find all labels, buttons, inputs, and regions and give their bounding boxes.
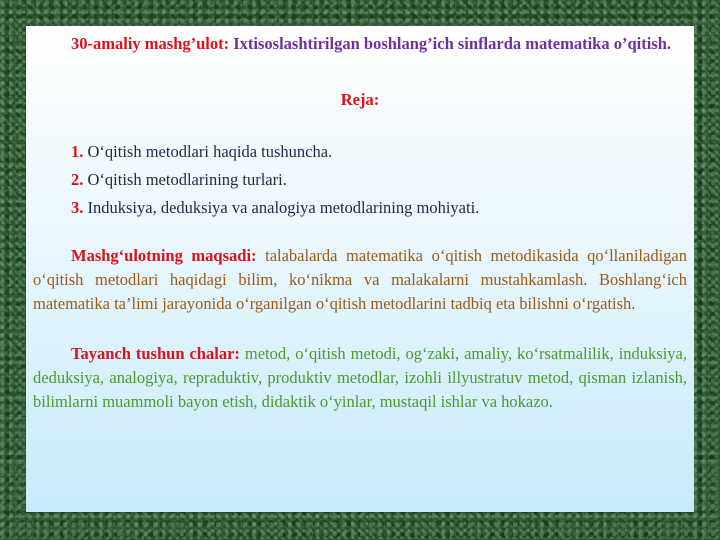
lesson-topic: Ixtisoslashtirilgan boshlang’ich sinflarda matematika o’qitish. <box>233 34 672 53</box>
concepts-paragraph <box>33 342 687 414</box>
concepts-label: Tayanch tushun chalar: <box>71 344 240 363</box>
plan-item: 2. O‘qitish metodlarining turlari. <box>71 170 287 189</box>
goal-label: Mashg‘ulotning maqsadi: <box>71 246 257 265</box>
content-panel <box>26 26 694 512</box>
plan-heading: Reja: <box>340 90 380 109</box>
goal-text: talabalarda matematika o‘qitish metodikasida qo‘llaniladigan o‘qitish metodlari haqidagi bilim, ko‘nikma va malakalarni mustahkamlash. Boshlang‘ich matematika ta’limi jarayonida o‘rganilgan o‘qitish metodlarini tadbiq eta bilishni o‘rgatish. <box>33 246 687 313</box>
lesson-number-label: 30-amaliy mashg’ulot: <box>71 34 230 53</box>
goal-paragraph <box>33 244 687 316</box>
plan-item: 1. O‘qitish metodlari haqida tushuncha. <box>71 142 333 161</box>
lesson-title <box>33 32 687 56</box>
concepts-text: metod, o‘qitish metodi, og‘zaki, amaliy, ko‘rsatmalilik, induksiya, deduksiya, analogiya, repraduktiv, produktiv metodlar, izohli illyustratuv metod, qisman izlanish, bilimlarni muammoli bayon etish, didaktik o‘yinlar, mustaqil ishlar va hokazo. <box>33 344 687 411</box>
plan-item: 3. Induksiya, deduksiya va analogiya metodlarining mohiyati. <box>71 198 480 217</box>
